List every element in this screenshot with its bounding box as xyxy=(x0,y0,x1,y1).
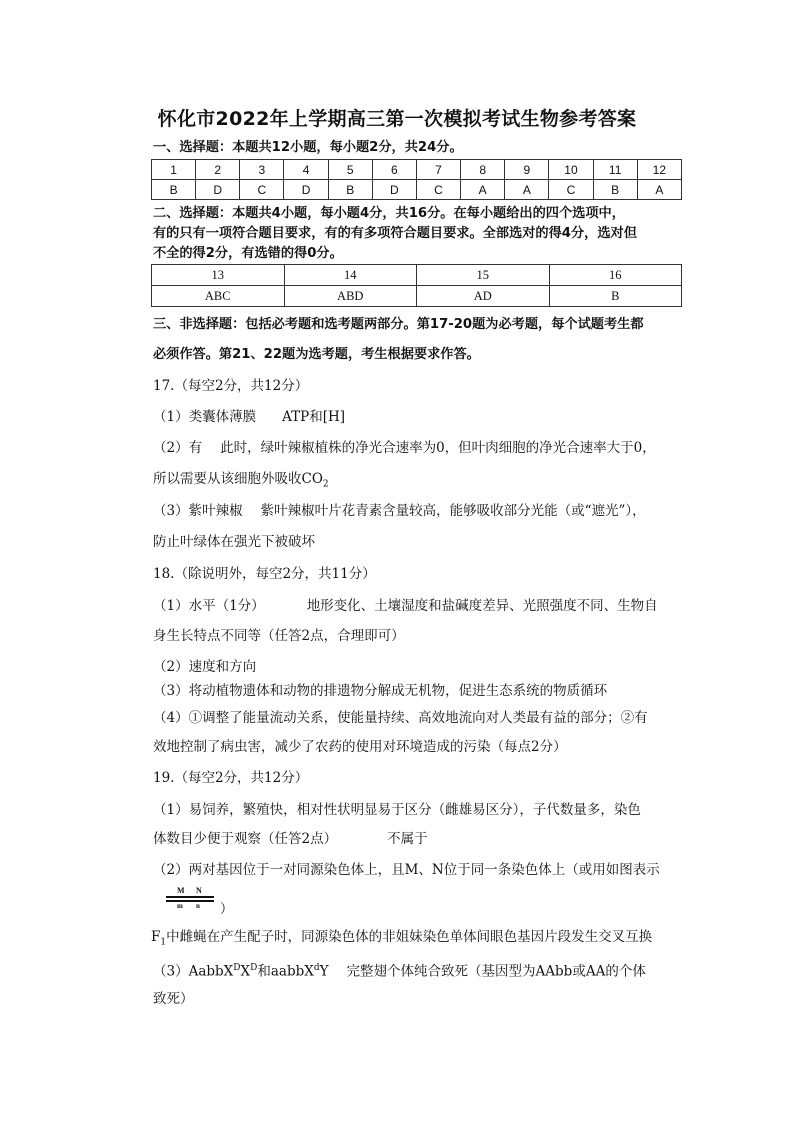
q18-answer-3: （3）将动植物遗体和动物的排遗物分解成无机物，促进生态系统的物质循环 xyxy=(153,683,608,699)
table-cell: 4 xyxy=(284,160,328,180)
section3-heading-line1: 三、非选择题：包括必考题和选考题两部分。第17-20题为必考题，每个试题考生都 xyxy=(153,317,644,332)
table-row-answers xyxy=(152,286,682,307)
table-cell: C xyxy=(549,180,593,200)
table-cell: 2 xyxy=(196,160,240,180)
table-cell: A xyxy=(505,180,549,200)
table-cell: B xyxy=(152,180,196,200)
q19-answer-1-cont xyxy=(153,830,683,848)
q17-answer-3-cont: 防止叶绿体在强光下被破坏 xyxy=(153,534,315,550)
table-cell: 13 xyxy=(152,265,285,286)
q17-a2-cont: 所以需要从该细胞外吸收CO xyxy=(153,471,323,487)
figure-close-paren: ） xyxy=(220,902,234,917)
table-cell: C xyxy=(416,180,460,200)
gene-label-n: n xyxy=(196,902,200,910)
q19-a3-sup2: D xyxy=(250,963,258,973)
table-row-answers xyxy=(152,180,682,200)
q19-a2-f-sub: 1 xyxy=(160,937,167,948)
q17-a1-label: （1）类囊体薄膜 xyxy=(153,409,257,425)
q18-a1-text: 地形变化、土壤湿度和盐碱度差异、光照强度不同、生物自 xyxy=(306,598,658,614)
q19-a3-text: 完整翅个体纯合致死（基因型为AAbb或AA的个体 xyxy=(346,963,646,980)
table-cell: A xyxy=(637,180,681,200)
table-cell: B xyxy=(328,180,372,200)
q19-a3-mid: X xyxy=(240,963,251,980)
q18-header: 18.（除说明外，每空2分，共11分） xyxy=(153,566,376,582)
gene-label-N: N xyxy=(196,886,202,895)
q17-a2-label: （2）有 xyxy=(153,440,203,456)
page-title: 怀化市2022年上学期高三第一次模拟考试生物参考答案 xyxy=(157,108,637,130)
q19-a3-sup3: d xyxy=(313,963,320,973)
table-cell: 6 xyxy=(372,160,416,180)
q17-a3-text: 紫叶辣椒叶片花青素含量较高，能够吸收部分光能（或“遮光”）， xyxy=(260,503,646,519)
table-cell: 11 xyxy=(593,160,637,180)
table-cell: D xyxy=(196,180,240,200)
table-row-numbers xyxy=(152,265,682,286)
table-cell: 16 xyxy=(549,265,682,286)
table-cell: 3 xyxy=(240,160,284,180)
section2-heading-line3: 不全的得2分，有选错的得0分。 xyxy=(153,246,343,261)
q18-answer-1-cont: 身生长特点不同等（任答2点，合理即可） xyxy=(153,628,405,644)
table-cell: 9 xyxy=(505,160,549,180)
q17-answer-2-cont xyxy=(153,470,683,494)
q18-a1-label: （1）水平（1分） xyxy=(153,598,265,614)
q19-a3-y: Y xyxy=(319,963,329,980)
section2-heading-line1: 二、选择题：本题共4小题，每小题4分，共16分。在每小题给出的四个选项中， xyxy=(153,206,625,221)
q18-answer-2: （2）速度和方向 xyxy=(153,659,257,675)
q19-answer-2-cont xyxy=(153,928,683,952)
table-cell: AD xyxy=(417,286,550,307)
table-cell: 8 xyxy=(461,160,505,180)
chromosome-diagram xyxy=(166,886,236,917)
q19-answer-3-cont: 致死） xyxy=(153,991,194,1007)
q17-answer-1 xyxy=(153,408,683,426)
table-cell: B xyxy=(593,180,637,200)
q17-a1-b: ATP和[H] xyxy=(282,409,345,425)
q19-a1-cont: 体数目少便于观察（任答2点） xyxy=(153,831,338,847)
q19-a1-b: 不属于 xyxy=(387,831,428,847)
q17-answer-3 xyxy=(153,502,683,520)
section1-heading: 一、选择题：本题共12小题，每小题2分，共24分。 xyxy=(153,140,463,155)
gene-label-m: m xyxy=(177,902,183,910)
table-cell: C xyxy=(240,180,284,200)
q19-answer-1: （1）易饲养，繁殖快，相对性状明显易于区分（雌雄易区分），子代数量多，染色 xyxy=(153,802,641,818)
section3-heading-line2: 必须作答。第21、22题为选考题，考生根据要求作答。 xyxy=(153,347,480,362)
q19-answer-3 xyxy=(153,959,683,981)
q19-answer-2: （2）两对基因位于一对同源染色体上，且M、N位于同一条染色体上（或用如图表示 xyxy=(153,862,660,878)
q17-a2-text: 此时，绿叶辣椒植株的净光合速率为0，但叶肉细胞的净光合速率大于0， xyxy=(220,440,656,456)
table-cell: 15 xyxy=(417,265,550,286)
chromosome-line-bottom xyxy=(166,900,214,902)
table-row-numbers xyxy=(152,160,682,180)
table-cell: B xyxy=(549,286,682,307)
answer-table-2 xyxy=(151,264,682,307)
table-cell: 1 xyxy=(152,160,196,180)
table-cell: A xyxy=(461,180,505,200)
q19-a2-cont: 中雌蝇在产生配子时，同源染色体的非姐妹染色单体间眼色基因片段发生交叉互换 xyxy=(166,929,653,945)
q18-answer-1 xyxy=(153,597,683,615)
table-cell: 14 xyxy=(284,265,417,286)
answer-table-1 xyxy=(151,159,682,200)
table-cell: D xyxy=(284,180,328,200)
q17-a2-sub: 2 xyxy=(322,479,329,490)
q17-header: 17.（每空2分，共12分） xyxy=(153,378,309,394)
q19-a2-f: F xyxy=(151,929,161,945)
q17-a3-label: （3）紫叶辣椒 xyxy=(153,503,243,519)
q17-answer-2 xyxy=(153,439,683,457)
gene-label-M: M xyxy=(177,886,185,895)
q19-a3-label: （3）AabbX xyxy=(153,963,234,980)
q19-header: 19.（每空2分，共12分） xyxy=(153,770,309,786)
section2-heading-line2: 有的只有一项符合题目要求，有的有多项符合题目要求。全部选对的得4分，选对但 xyxy=(153,226,637,241)
q19-a3-and: 和aabbX xyxy=(257,963,314,980)
table-cell: 7 xyxy=(416,160,460,180)
table-cell: 12 xyxy=(637,160,681,180)
chromosome-line-top xyxy=(166,896,214,898)
q18-answer-4-cont: 效地控制了病虫害，减少了农药的使用对环境造成的污染（每点2分） xyxy=(153,739,567,755)
q18-answer-4: （4）①调整了能量流动关系，使能量持续、高效地流向对人类最有益的部分；②有 xyxy=(153,710,648,726)
table-cell: ABD xyxy=(284,286,417,307)
table-cell: 10 xyxy=(549,160,593,180)
table-cell: D xyxy=(372,180,416,200)
table-cell: ABC xyxy=(152,286,285,307)
table-cell: 5 xyxy=(328,160,372,180)
q19-a3-sup1: D xyxy=(233,963,241,973)
